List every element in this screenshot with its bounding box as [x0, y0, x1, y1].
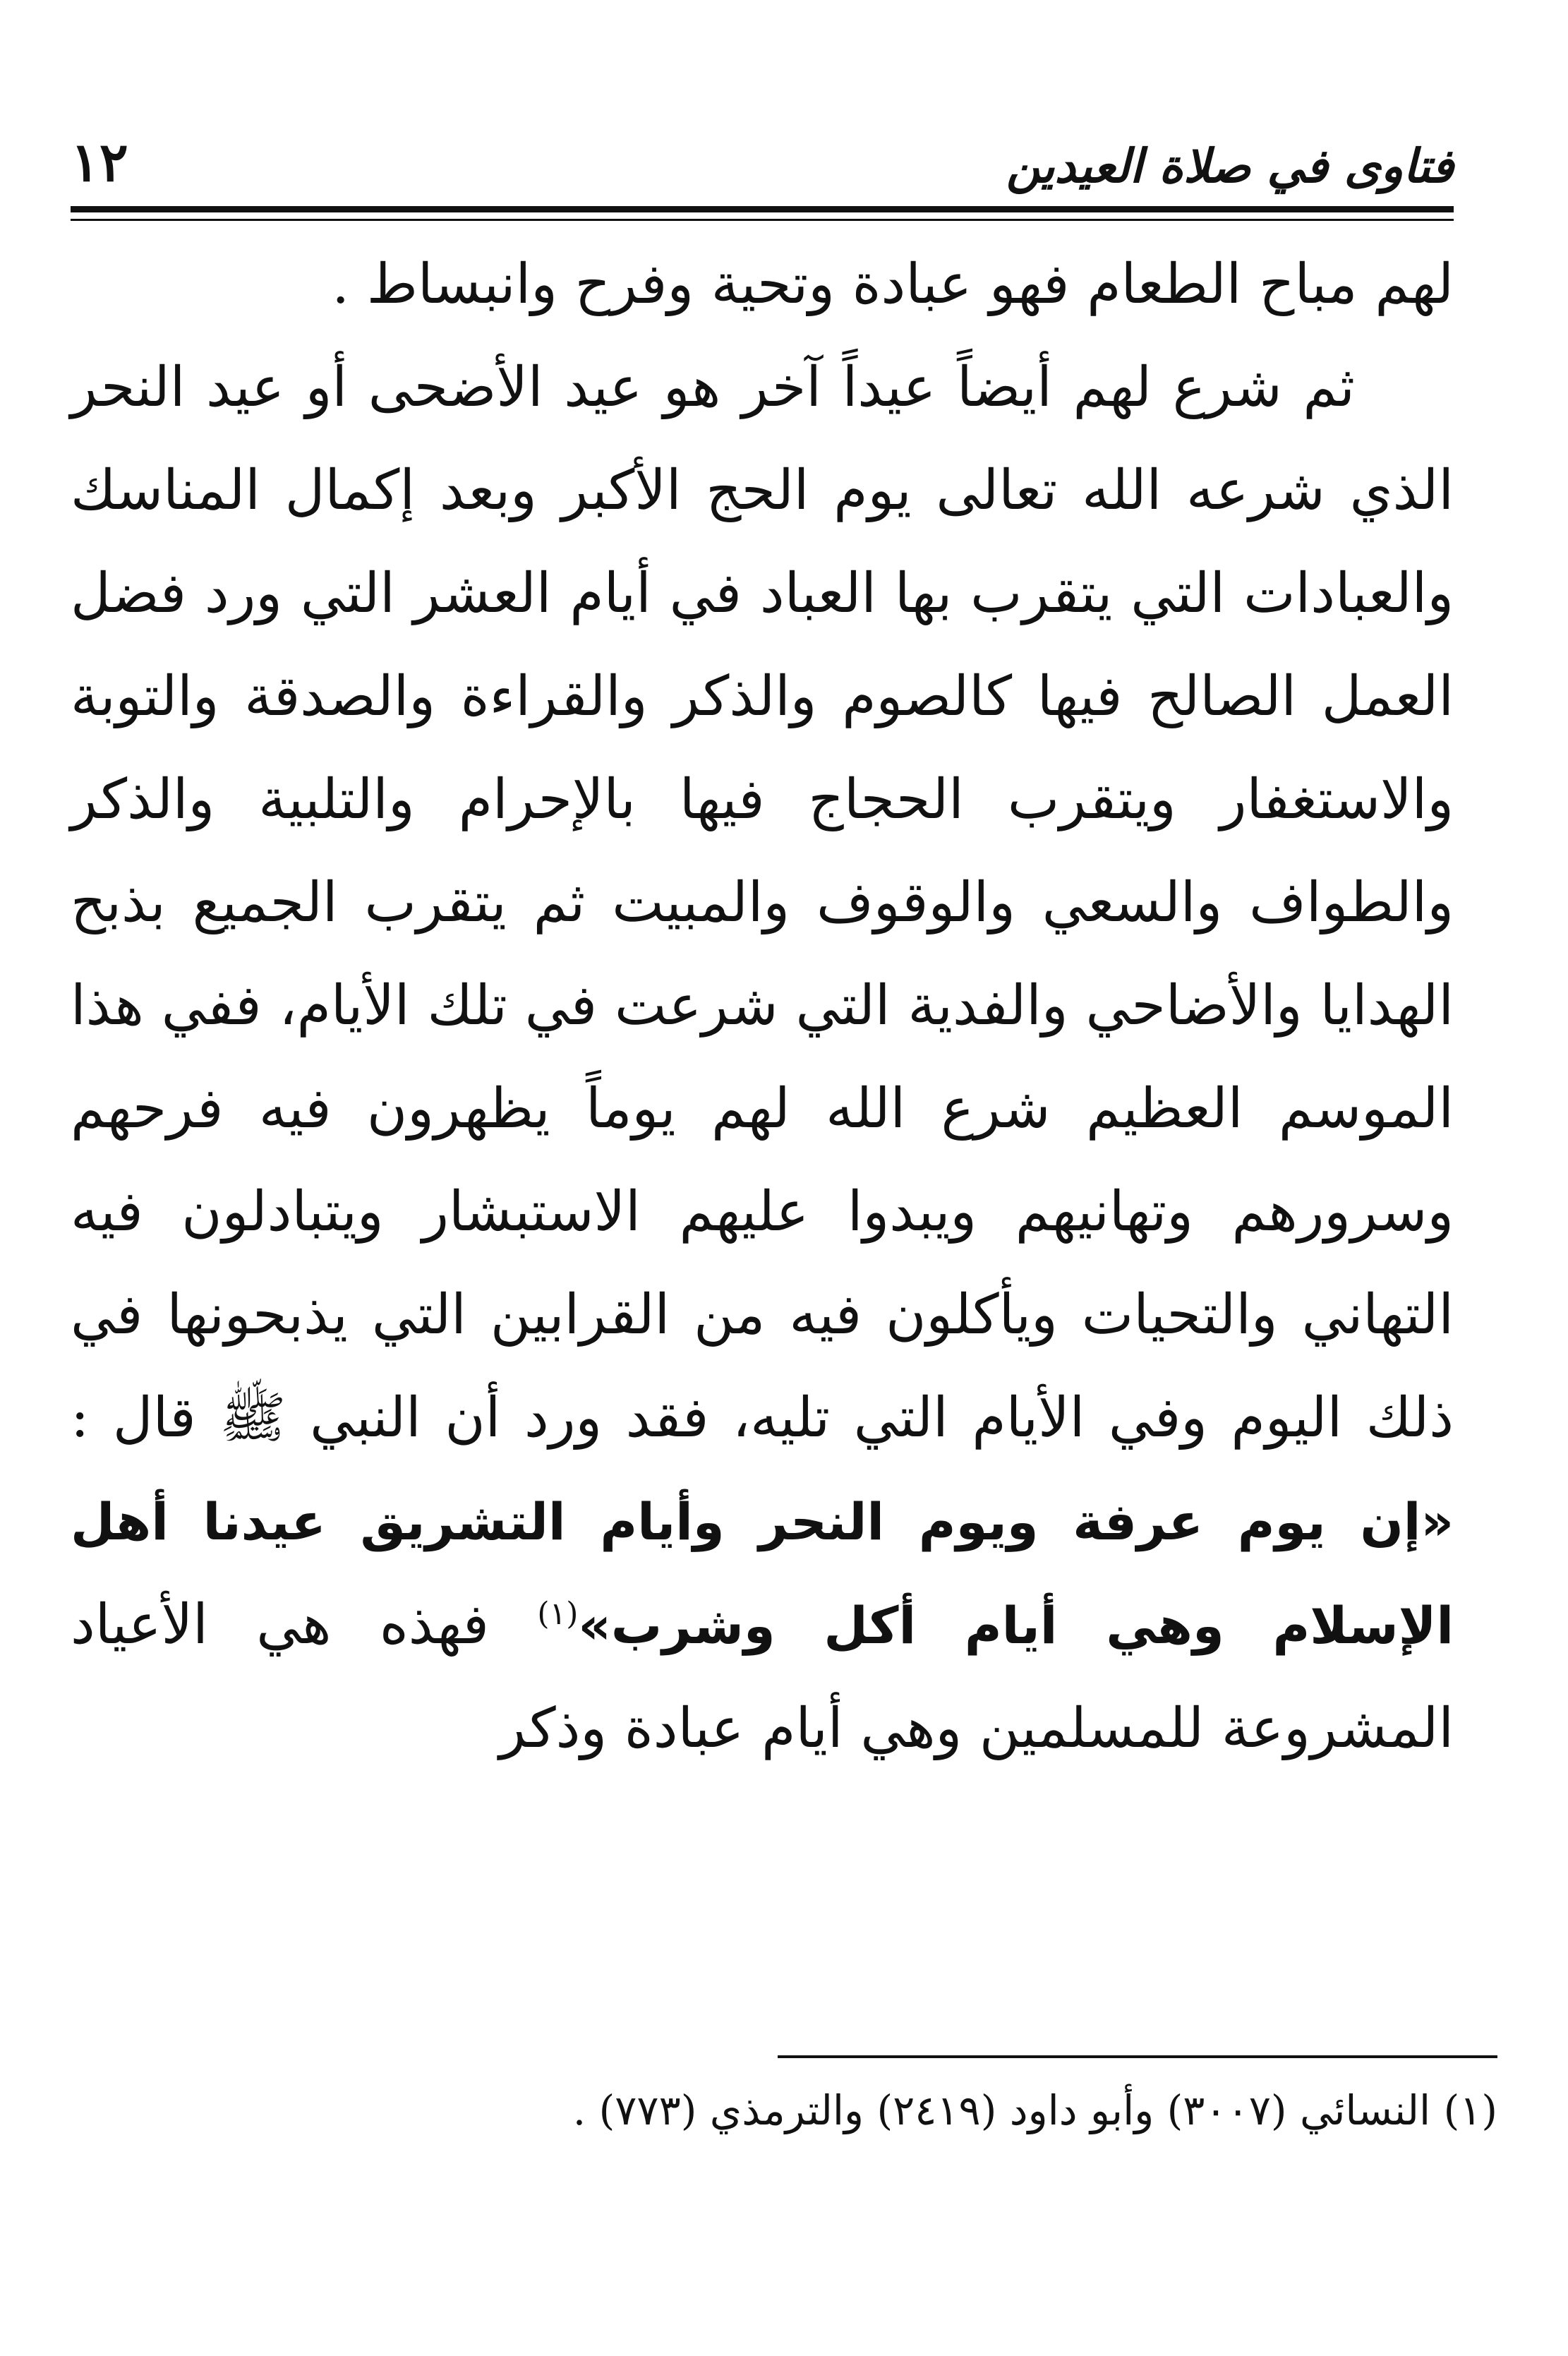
footnote: (١) النسائي (٣٠٠٧) وأبو داود (٢٤١٩) والترمذي (٧٧٣) . [572, 2086, 1497, 2134]
paragraph-2-intro: ثم شرع لهم أيضاً عيداً آخر هو عيد الأضحى أو عيد النحر الذي شرعه الله تعالى يوم الحج الأكبر وبعد إكمال المناسك والعبادات التي يتقرب بها العباد في أيام العشر التي ورد فضل العمل الصالح فيها كالصوم والذكر والقراءة والصدقة والتوبة والاستغفار ويتقرب الحجاج فيها بالإحرام والتلبية والذكر والطواف والسعي والوقوف والمبيت ثم يتقرب الجميع بذبح الهدايا والأضاحي والفدية التي شرعت في تلك الأيام، ففي هذا الموسم العظيم شرع الله لهم يوماً يظهرون فيه فرحهم وسرورهم وتهانيهم ويبدوا عليهم الاستبشار ويتبادلون فيه التهاني والتحيات ويأكلون فيه من القرابين التي يذبحونها في ذلك اليوم وفي الأيام التي تليه، فقد ورد أن النبي ﷺ قال : [71, 356, 1454, 1450]
paragraph-1: لهم مباح الطعام فهو عبادة وتحية وفرح وانبساط . [332, 253, 1454, 316]
footnote-rule [778, 2055, 1497, 2058]
header-rule-thin [71, 219, 1454, 221]
paragraph-2-end: فهذه هي الأعياد المشروعة للمسلمين وهي أيام عبادة وذكر [71, 1593, 1454, 1760]
page-number: ١٢ [71, 131, 128, 193]
hadith-quote: «إن يوم عرفة ويوم النحر وأيام التشريق عيدنا أهل الإسلام وهي أيام أكل وشرب» [71, 1492, 1454, 1655]
footnote-marker: (١) [537, 1596, 579, 1632]
header-rule-thick [71, 206, 1454, 212]
running-title: فتاوى في صلاة العيدين [1006, 138, 1454, 193]
paragraph-2 [71, 336, 1454, 1780]
page-header [71, 120, 1454, 205]
body-text [71, 233, 1454, 1780]
